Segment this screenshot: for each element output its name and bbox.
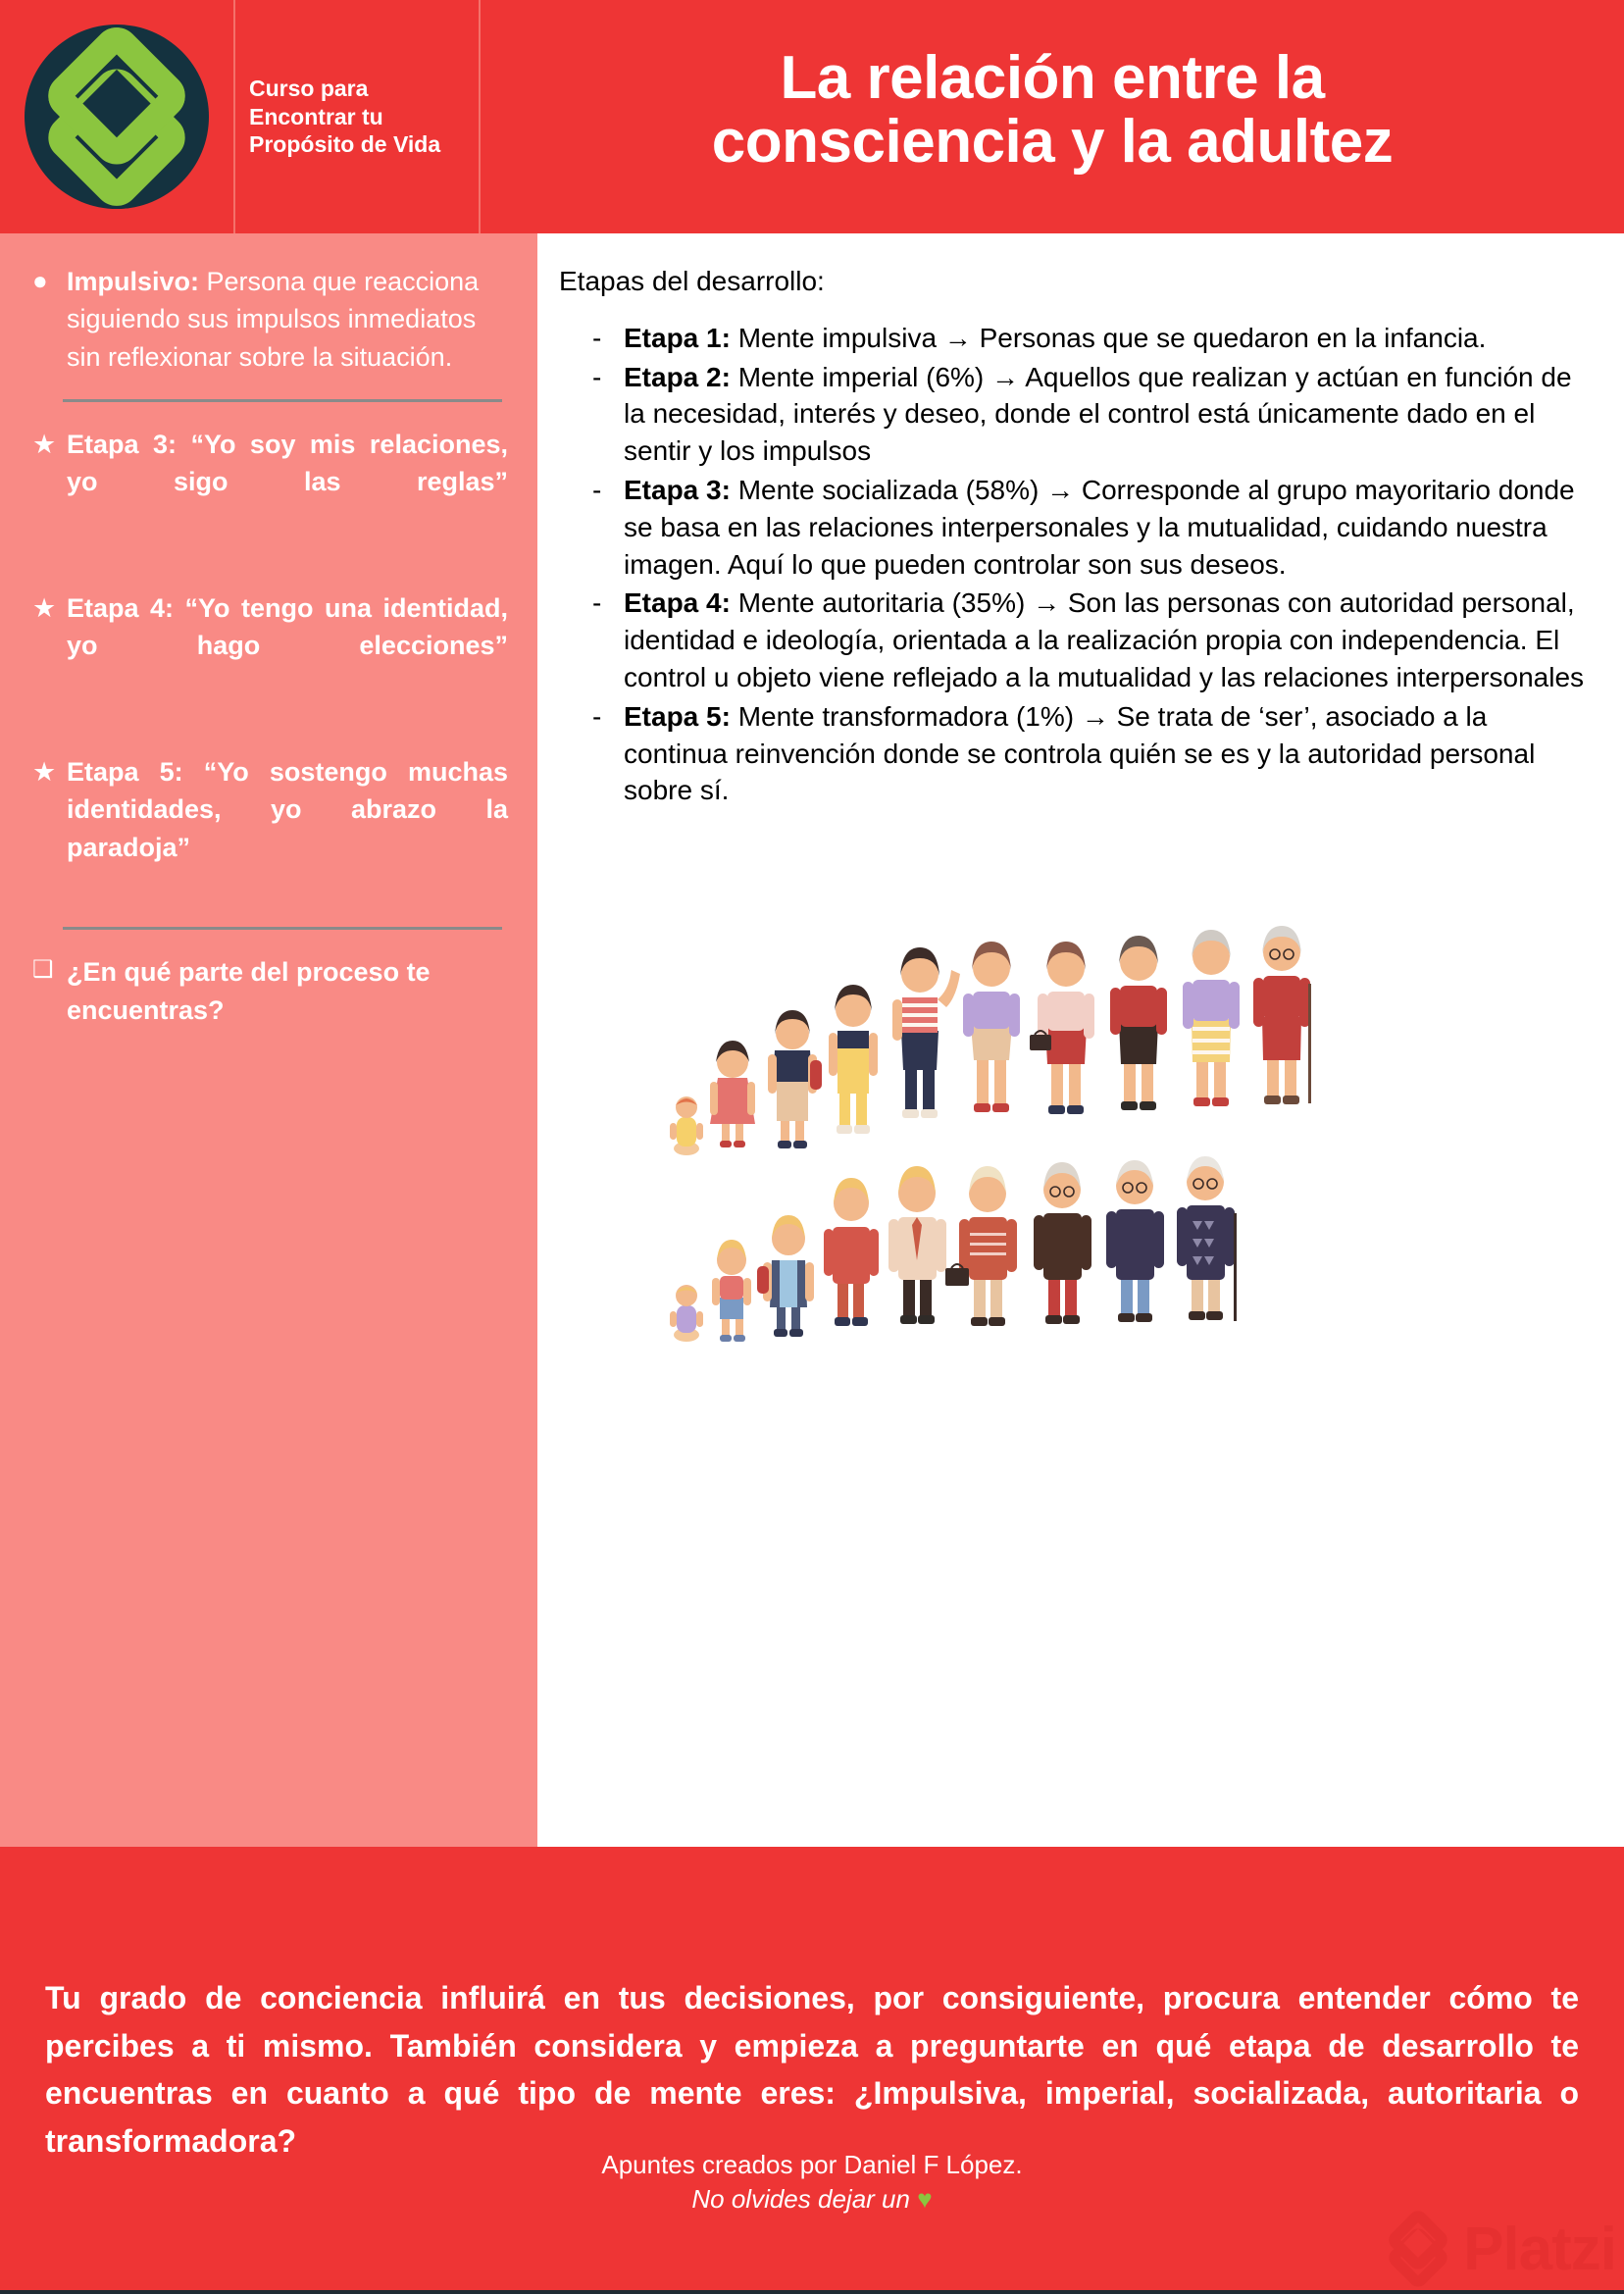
sidebar-item-etapa-3 bbox=[27, 426, 508, 538]
sidebar-divider-1 bbox=[63, 399, 502, 402]
illustration-wrap bbox=[559, 852, 1591, 1362]
sidebar-item-etapa-5 bbox=[27, 753, 508, 903]
sidebar-spacer-2 bbox=[27, 702, 508, 753]
page-title-line1: La relación entre la bbox=[780, 43, 1325, 112]
dot-bullet-icon: ● bbox=[32, 266, 48, 295]
stage-item-4 bbox=[559, 585, 1591, 695]
stage-item-1-label: Etapa 1: bbox=[624, 322, 731, 353]
platzi-diamond-logo-icon bbox=[25, 25, 209, 209]
stage-item-4-text bbox=[624, 585, 1591, 695]
dash-bullet-icon: - bbox=[592, 587, 602, 619]
stage-item-5 bbox=[559, 698, 1591, 809]
dash-bullet-icon: - bbox=[592, 474, 602, 505]
credits-line-1: Apuntes creados por Daniel F López. bbox=[601, 2150, 1023, 2179]
credits bbox=[0, 2148, 1624, 2217]
stage-item-2-label: Etapa 2: bbox=[624, 361, 731, 392]
star-bullet-icon: ★ bbox=[32, 429, 57, 459]
stage-item-2-text bbox=[624, 359, 1591, 470]
brand-text-block bbox=[233, 0, 479, 233]
brand-title-line2: Propósito de Vida bbox=[249, 131, 441, 158]
brand-title-line1: Curso para Encontrar tu bbox=[249, 75, 383, 129]
stage-item-4-label: Etapa 4: bbox=[624, 587, 731, 619]
star-bullet-icon: ★ bbox=[32, 756, 57, 787]
dash-bullet-icon: - bbox=[592, 700, 602, 732]
dash-bullet-icon: - bbox=[592, 361, 602, 392]
sidebar-item-impulsivo-text bbox=[67, 263, 508, 376]
stages-list bbox=[559, 320, 1591, 809]
platzi-diamond-watermark-icon bbox=[1379, 2210, 1457, 2288]
sidebar-item-etapa-3-text: Etapa 3: “Yo soy mis relaciones, yo sigo las reglas” bbox=[67, 429, 508, 497]
sidebar-item-impulsivo-strong: Impulsivo: bbox=[67, 267, 200, 296]
brand-logo-block bbox=[0, 0, 233, 233]
stage-item-5-label: Etapa 5: bbox=[624, 700, 731, 732]
page-title bbox=[711, 43, 1394, 176]
body-area bbox=[0, 233, 1624, 1847]
stage-item-5-body: Mente transformadora (1%) → Se trata de ‘ser’, asociado a la continua reinvención donde se controla quién se es y la autoridad personal sobre sí. bbox=[624, 700, 1536, 806]
stage-item-4-body: Mente autoritaria (35%) → Son las personas con autoridad personal, identidad e ideología, orientada a la realización propia con independencia. El control u objeto viene reflejado a la mutualidad y las relaciones interpersonales bbox=[624, 587, 1585, 692]
stages-intro: Etapas del desarrollo: bbox=[559, 266, 825, 296]
bottom-rule bbox=[0, 2290, 1624, 2294]
title-block bbox=[479, 0, 1624, 233]
credits-line-2-text: No olvides dejar un bbox=[691, 2184, 918, 2215]
sidebar-item-question bbox=[27, 953, 508, 1029]
stage-item-1-body: Mente impulsiva → Personas que se quedaron en la infancia. bbox=[730, 322, 1487, 353]
stage-item-3 bbox=[559, 472, 1591, 583]
callout-text: Tu grado de conciencia influirá en tus decisiones, por consiguiente, procura entender cómo te percibes a ti mismo. También considera y empieza a preguntarte en qué etapa de desarrollo te encuentras en cuanto a qué tipo de mente eres: ¿Impulsiva, imperial, socializada, autoritaria o transformadora? bbox=[45, 1980, 1579, 2159]
checkbox-bullet-icon: ❑ bbox=[32, 956, 54, 984]
sidebar-item-etapa-4-text: Etapa 4: “Yo tengo una identidad, yo hago elecciones” bbox=[67, 592, 508, 661]
sidebar-item-impulsivo-body: Persona que reacciona siguiendo sus impulsos inmediatos sin reflexionar sobre la situación. bbox=[67, 267, 480, 372]
page-header bbox=[0, 0, 1624, 233]
star-bullet-icon: ★ bbox=[32, 592, 57, 623]
platzi-watermark bbox=[1379, 2210, 1616, 2288]
stage-item-5-text bbox=[624, 698, 1591, 809]
sidebar-divider-2 bbox=[63, 927, 502, 930]
people-ages-lineup-illustration bbox=[653, 852, 1497, 1362]
stage-item-3-text bbox=[624, 472, 1591, 583]
main-content bbox=[537, 233, 1624, 1847]
page-title-line2: consciencia y la adultez bbox=[711, 108, 1394, 176]
sidebar-item-etapa-5-text: Etapa 5: “Yo sostengo muchas identidades, yo abrazo la paradoja” bbox=[67, 756, 508, 862]
platzi-watermark-text: Platzi bbox=[1463, 2215, 1616, 2283]
stage-item-3-body: Mente socializada (58%) → Corresponde al grupo mayoritario donde se basa en las relaciones interpersonales y la mutualidad, cuidando nuestra imagen. Aquí lo que pueden controlar son sus deseos. bbox=[624, 474, 1575, 580]
stage-item-3-label: Etapa 3: bbox=[624, 474, 731, 505]
sidebar-item-etapa-4 bbox=[27, 589, 508, 702]
stage-item-1 bbox=[559, 320, 1591, 357]
stage-item-2 bbox=[559, 359, 1591, 470]
stage-item-1-text bbox=[624, 320, 1591, 357]
sidebar-spacer-1 bbox=[27, 538, 508, 589]
sidebar-item-question-text: ¿En qué parte del proceso te encuentras? bbox=[67, 957, 431, 1025]
stage-item-2-body: Mente imperial (6%) → Aquellos que realizan y actúan en función de la necesidad, interés y deseo, donde el control está únicamente dado en el sentir y los impulsos bbox=[624, 361, 1572, 467]
sidebar bbox=[0, 233, 537, 1847]
heart-icon: ♥ bbox=[917, 2184, 933, 2215]
brand-title bbox=[249, 75, 479, 159]
dash-bullet-icon: - bbox=[592, 322, 602, 353]
sidebar-item-impulsivo bbox=[27, 263, 508, 376]
